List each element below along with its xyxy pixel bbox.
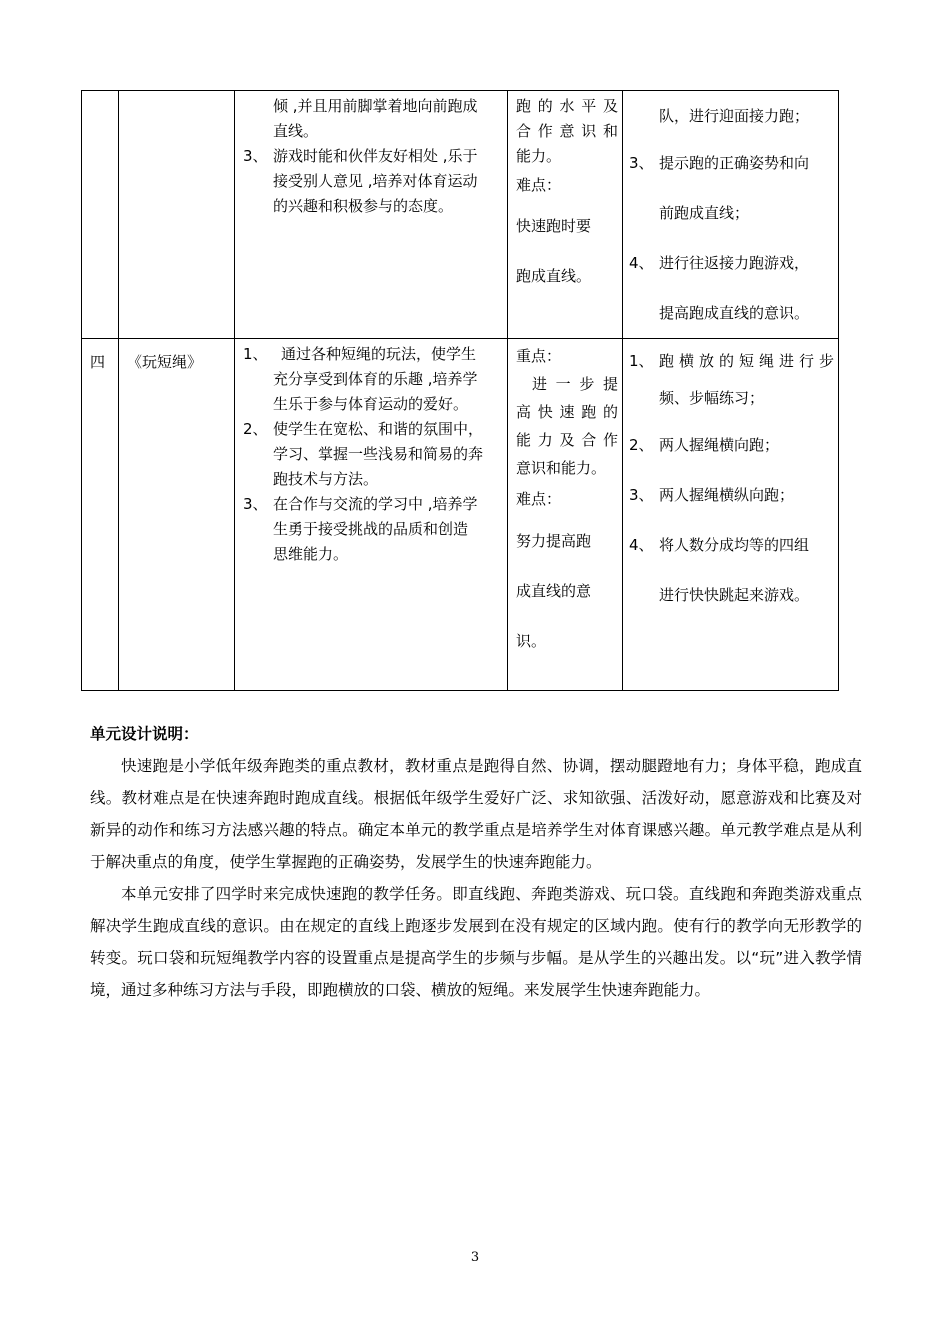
focus-text: 意识和能力。 [516, 459, 607, 477]
lesson-title: 《玩短绳》 [127, 353, 203, 371]
item-number: 2、 [629, 436, 654, 454]
item-number: 3、 [629, 154, 654, 172]
lesson-title-cell [119, 91, 235, 339]
process-text: 队，进行迎面接力跑； [659, 107, 810, 125]
lesson-number-cell [82, 339, 119, 691]
key-points-cell [508, 339, 623, 691]
paragraph: 本单元安排了四学时来完成快速跑的教学任务。即直线跑、奔跑类游戏、玩口袋。直线跑和奔跑类游戏重点解决学生跑成直线的意识。由在规定的直线上跑逐步发展到在没有规定的区域内跑。使有行的教学向无形教学的转变。玩口袋和玩短绳教学内容的设置重点是提高学生的步频与步幅。是从学生的兴趣出发。以“玩”进入教学情境，通过多种练习方法与手段，即跑横放的口袋、横放的短绳。来发展学生快速奔跑能力。 [90, 885, 862, 999]
lesson-number-cell [82, 91, 119, 339]
section-title: 单元设计说明： [90, 725, 199, 743]
item-number: 4、 [629, 536, 654, 554]
difficulty-text: 跑成直线。 [516, 267, 592, 285]
key-point-text: 合作意识和 [516, 122, 618, 140]
focus-label: 重点： [516, 347, 562, 365]
item-number: 2、 [243, 420, 268, 438]
objective-text: 的兴趣和积极参与的态度。 [273, 197, 454, 215]
objective-text: 使学生在宽松、和谐的氛围中， [273, 420, 484, 438]
difficulty-text: 识。 [516, 632, 547, 650]
item-number: 1、 [243, 345, 268, 363]
process-text: 跑横放的短绳进行步 [659, 352, 834, 370]
process-text: 进行快快跳起来游戏。 [659, 586, 810, 604]
difficulty-label: 难点： [516, 490, 562, 508]
difficulty-text: 快速跑时要 [516, 217, 592, 235]
objective-text: 直线。 [273, 122, 319, 140]
objective-text: 通过各种短绳的玩法，使学生 [281, 345, 477, 363]
objective-item-3 [243, 144, 501, 219]
process-item-2 [629, 420, 834, 470]
objective-text: 充分享受到体育的乐趣 ,培养学 [273, 370, 478, 388]
objective-text: 生勇于接受挑战的品质和创造 [273, 520, 469, 538]
process-text: 两人握绳横纵向跑； [659, 486, 795, 504]
objective-text: 在合作与交流的学习中 ,培养学 [273, 495, 478, 513]
process-text: 两人握绳横向跑； [659, 436, 780, 454]
objective-text: 学习、掌握一些浅易和简易的奔 [273, 445, 484, 463]
key-point-text: 能力。 [516, 147, 562, 165]
item-number: 3、 [243, 495, 268, 513]
process-cell [623, 339, 839, 691]
focus-text: 高快速跑的 [516, 403, 618, 421]
table-row-continued [82, 91, 839, 339]
objective-item-3 [243, 492, 501, 567]
key-point-text: 跑的水平及 [516, 97, 618, 115]
item-number: 3、 [243, 147, 268, 165]
process-item-3 [629, 138, 834, 238]
unit-design-note [90, 718, 862, 1006]
process-text: 前跑成直线； [659, 204, 750, 222]
process-text: 进行往返接力跑游戏， [659, 254, 810, 272]
process-item-3 [629, 470, 834, 520]
objective-item-1 [243, 342, 501, 417]
objective-text: 游戏时能和伙伴友好相处 ,乐于 [273, 147, 478, 165]
lesson-title-cell [119, 339, 235, 691]
process-cell [623, 91, 839, 339]
process-item-4 [629, 520, 834, 620]
objective-text: 接受别人意见 ,培养对体育运动 [273, 172, 478, 190]
focus-text: 能力及合作 [516, 431, 618, 449]
process-item-1 [629, 346, 834, 420]
process-text: 提示跑的正确姿势和向 [659, 154, 810, 172]
objective-text: 倾 ,并且用前脚掌着地向前跑成 [273, 97, 478, 115]
process-item-4 [629, 238, 834, 338]
process-text: 提高跑成直线的意识。 [659, 304, 810, 322]
page-number: 3 [470, 1250, 480, 1265]
objectives-cell [235, 339, 508, 691]
objective-item-2 [243, 417, 501, 492]
difficulty-text: 成直线的意 [516, 582, 592, 600]
focus-text: 进一步提 [532, 375, 618, 393]
objective-text: 生乐于参与体育运动的爱好。 [273, 395, 469, 413]
paragraph: 快速跑是小学低年级奔跑类的重点教材，教材重点是跑得自然、协调，摆动腿蹬地有力；身体平稳，跑成直线。教材难点是在快速奔跑时跑成直线。根据低年级学生爱好广泛、求知欲强、活泼好动，愿意游戏和比赛及对新异的动作和练习方法感兴趣的特点。确定本单元的教学重点是培养学生对体育课感兴趣。单元教学难点是从利于解决重点的角度，使学生掌握跑的正确姿势，发展学生的快速奔跑能力。 [90, 757, 862, 871]
objectives-cell [235, 91, 508, 339]
objective-text: 思维能力。 [273, 545, 349, 563]
process-text: 频、步幅练习； [659, 389, 765, 407]
process-text: 将人数分成均等的四组 [659, 536, 810, 554]
key-points-cell [508, 91, 623, 339]
table-row-4 [82, 339, 839, 691]
objective-text: 跑技术与方法。 [273, 470, 379, 488]
lesson-plan-table [81, 90, 839, 691]
lesson-number: 四 [90, 353, 106, 371]
difficulty-text: 努力提高跑 [516, 532, 592, 550]
difficulty-label: 难点： [516, 176, 562, 194]
item-number: 3、 [629, 486, 654, 504]
item-number: 4、 [629, 254, 654, 272]
item-number: 1、 [629, 352, 654, 370]
